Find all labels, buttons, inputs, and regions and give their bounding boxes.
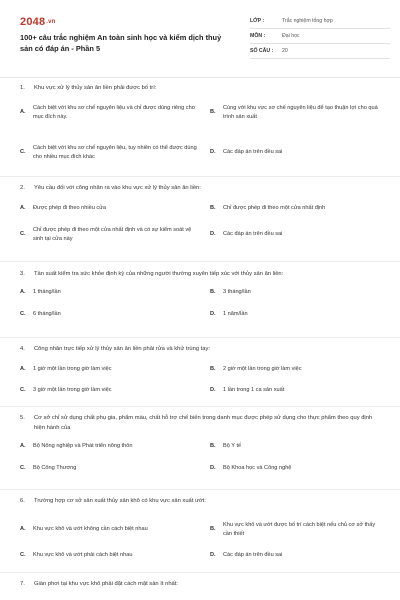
option-letter: D. xyxy=(210,231,216,238)
question-divider xyxy=(0,176,400,177)
question-body: Giàn phơi tại khu vực khô phải đặt cách mặt sàn ít nhất: xyxy=(34,581,178,587)
question-text xyxy=(20,496,382,506)
option-letter: B. xyxy=(210,526,216,533)
option-d[interactable] xyxy=(210,385,382,397)
logo-text: 2048 xyxy=(20,16,46,28)
options xyxy=(20,439,382,485)
question-1 xyxy=(20,83,382,177)
option-c[interactable] xyxy=(20,550,198,562)
question-5 xyxy=(20,413,382,485)
option-text: 6 tháng/lần xyxy=(33,311,61,318)
option-text: Chỉ được phép đi theo một cửa nhất định xyxy=(223,205,326,212)
option-c[interactable] xyxy=(20,136,198,170)
options xyxy=(20,360,382,406)
question-body: Yêu cầu đối với công nhân ra vào khu vực xử lý thủy sản ăn liền: xyxy=(34,185,201,191)
question-text xyxy=(20,183,382,193)
option-letter: C. xyxy=(20,387,26,394)
option-d[interactable] xyxy=(210,550,382,562)
option-letter: D. xyxy=(210,149,216,156)
option-letter: A. xyxy=(20,443,26,450)
option-letter: D. xyxy=(210,387,216,394)
option-text: Được phép đi theo nhiều cửa xyxy=(33,205,107,212)
option-c[interactable] xyxy=(20,309,198,321)
meta-value: Trắc nghiệm tổng hợp xyxy=(282,18,333,24)
option-text: Khu vực khô và ướt được bố trí cách biệt nếu chủ cơ sở thấy cần thiết xyxy=(223,521,376,537)
options xyxy=(20,512,382,566)
logo-suffix: .vn xyxy=(46,19,56,26)
option-text: 1 tháng/lần xyxy=(33,289,61,296)
question-text xyxy=(20,579,382,589)
question-text xyxy=(20,83,382,93)
question-body: Tần suất kiểm tra sức khỏe định kỳ của những người thường xuyên tiếp xúc với thủy sản ăn liền: xyxy=(34,271,284,277)
option-b[interactable] xyxy=(210,364,382,376)
option-letter: D. xyxy=(210,552,216,559)
meta-row-class xyxy=(250,14,390,29)
option-text: Bộ Công Thương xyxy=(33,465,77,472)
question-text xyxy=(20,413,382,433)
option-a[interactable] xyxy=(20,441,198,453)
question-text xyxy=(20,269,382,279)
meta-table xyxy=(250,14,390,59)
option-text: Các đáp án trên đều sai xyxy=(223,552,283,559)
option-d[interactable] xyxy=(210,463,382,475)
option-d[interactable] xyxy=(210,147,382,159)
options xyxy=(20,99,382,177)
question-body: Công nhân trực tiếp xử lý thủy sản ăn liền phải rửa và khử trùng tay: xyxy=(34,346,210,352)
option-letter: B. xyxy=(210,205,216,212)
option-text: Bộ Y tế xyxy=(223,443,242,450)
option-text: Cách biệt với khu sơ chế nguyên liệu, tuy nhiên có thể được dùng cho nhiều mục đích khác xyxy=(33,144,197,160)
option-letter: C. xyxy=(20,552,26,559)
question-body: Trường hợp cơ sở sản xuất thủy sản khô có khu vực sản xuất ướt: xyxy=(34,498,206,504)
option-text: Cách biệt với khu sơ chế nguyên liệu và chỉ được dùng riêng cho mục đích này. xyxy=(33,104,195,120)
option-d[interactable] xyxy=(210,229,382,241)
option-letter: D. xyxy=(210,465,216,472)
question-4 xyxy=(20,344,382,406)
option-letter: A. xyxy=(20,109,26,116)
option-a[interactable] xyxy=(20,364,198,376)
document-header xyxy=(20,14,380,62)
option-letter: D. xyxy=(210,311,216,318)
option-b[interactable] xyxy=(210,518,382,542)
options xyxy=(20,199,382,253)
option-text: Các đáp án trên đều sai xyxy=(223,149,283,156)
option-a[interactable] xyxy=(20,101,198,125)
option-letter: B. xyxy=(210,366,216,373)
question-2 xyxy=(20,183,382,253)
option-text: Các đáp án trên đều sai xyxy=(223,231,283,238)
question-number: 5. xyxy=(20,415,25,421)
option-c[interactable] xyxy=(20,223,198,247)
question-divider xyxy=(0,261,400,262)
option-b[interactable] xyxy=(210,101,382,125)
option-text: 3 tháng/lần xyxy=(223,289,251,296)
option-b[interactable] xyxy=(210,203,382,215)
option-text: 3 giờ một lần trong giờ làm việc xyxy=(33,387,112,394)
option-text: Khu vực khô và ướt không cần cách biệt nhau xyxy=(33,526,148,533)
site-logo[interactable] xyxy=(20,16,56,28)
option-b[interactable] xyxy=(210,287,382,299)
question-divider xyxy=(0,406,400,407)
option-text: Bộ Nông nghiệp và Phát triển nông thôn xyxy=(33,443,133,450)
option-letter: A. xyxy=(20,366,26,373)
question-number: 2. xyxy=(20,185,25,191)
option-text: Bộ Khoa học và Công nghệ xyxy=(223,465,292,472)
option-letter: A. xyxy=(20,526,26,533)
option-text: 2 giờ một lần trong giờ làm việc xyxy=(223,366,302,373)
document-title: 100+ câu trắc nghiệm An toàn sinh học và kiểm dịch thuỷ sản có đáp án - Phần 5 xyxy=(20,33,222,53)
header-divider xyxy=(0,77,400,78)
option-letter: A. xyxy=(20,205,26,212)
option-text: Cùng với khu vực sơ chế nguyên liệu để tạo thuận lợi cho quá trình sản xuất xyxy=(223,104,378,120)
question-7 xyxy=(20,579,382,589)
option-c[interactable] xyxy=(20,463,198,475)
question-number: 3. xyxy=(20,271,25,277)
option-text: 1 năm/lần xyxy=(223,311,248,318)
option-text: 1 giờ một lần trong giờ làm việc xyxy=(33,366,112,373)
question-divider xyxy=(0,489,400,490)
option-b[interactable] xyxy=(210,441,382,453)
options xyxy=(20,285,382,331)
option-text: Khu vực khô và ướt phải cách biệt nhau xyxy=(33,552,133,559)
meta-label: LỚP : xyxy=(250,18,265,24)
question-text xyxy=(20,344,382,354)
meta-row-count xyxy=(250,44,390,59)
option-a[interactable] xyxy=(20,287,198,299)
option-letter: C. xyxy=(20,231,26,238)
option-text: 1 lần trong 1 ca sản xuất xyxy=(223,387,285,394)
question-6 xyxy=(20,496,382,566)
question-number: 4. xyxy=(20,346,25,352)
option-letter: C. xyxy=(20,149,26,156)
question-divider xyxy=(0,337,400,338)
option-a[interactable] xyxy=(20,203,198,215)
meta-value: 20 xyxy=(282,48,288,54)
option-letter: B. xyxy=(210,289,216,296)
meta-value: Đại học xyxy=(282,33,300,39)
question-number: 6. xyxy=(20,498,25,504)
question-3 xyxy=(20,269,382,331)
option-letter: B. xyxy=(210,443,216,450)
meta-row-subject xyxy=(250,29,390,44)
option-letter: C. xyxy=(20,311,26,318)
question-body: Khu vực xử lý thủy sản ăn liền phải được bố trí: xyxy=(34,85,157,91)
option-d[interactable] xyxy=(210,309,382,321)
question-number: 7. xyxy=(20,581,25,587)
option-letter: B. xyxy=(210,109,216,116)
question-body: Cơ sở chỉ sử dụng chất phụ gia, phẩm màu, chất hỗ trợ chế biến trong danh mục được phép sử dụng cho thực phẩm theo quy định hiện hành của xyxy=(34,415,373,431)
option-a[interactable] xyxy=(20,518,198,542)
meta-label: MÔN : xyxy=(250,33,266,39)
question-number: 1. xyxy=(20,85,25,91)
question-divider xyxy=(0,572,400,573)
option-c[interactable] xyxy=(20,385,198,397)
meta-label: SỐ CÂU : xyxy=(250,48,274,54)
option-text: Chỉ được phép đi theo một cửa nhất định và có sự kiểm soát vệ sinh tại cửa này xyxy=(33,226,192,242)
option-letter: A. xyxy=(20,289,26,296)
option-letter: C. xyxy=(20,465,26,472)
